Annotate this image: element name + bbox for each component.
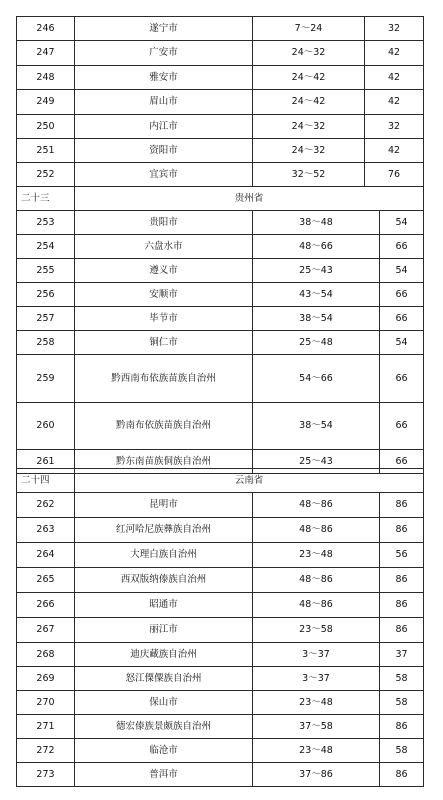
max-value: 32 bbox=[365, 17, 424, 41]
row-number: 264 bbox=[17, 543, 75, 568]
row-number: 272 bbox=[17, 739, 75, 763]
city-name: 毕节市 bbox=[75, 307, 253, 331]
city-name: 雅安市 bbox=[75, 66, 253, 90]
table-row bbox=[17, 307, 424, 331]
max-value: 42 bbox=[365, 66, 424, 90]
row-number: 253 bbox=[17, 211, 75, 235]
max-value: 58 bbox=[380, 739, 424, 763]
city-name: 黔西南布依族苗族自治州 bbox=[75, 355, 253, 403]
range-value: 24～42 bbox=[253, 66, 365, 90]
max-value: 42 bbox=[365, 139, 424, 163]
section-code: 二十四 bbox=[17, 469, 75, 493]
max-value: 86 bbox=[380, 518, 424, 543]
range-value: 23～58 bbox=[253, 618, 380, 643]
max-value: 66 bbox=[380, 307, 424, 331]
city-name: 德宏傣族景颇族自治州 bbox=[75, 715, 253, 739]
city-name: 临沧市 bbox=[75, 739, 253, 763]
range-value: 48～86 bbox=[253, 568, 380, 593]
table-row bbox=[17, 331, 424, 355]
table-row bbox=[17, 618, 424, 643]
city-name: 资阳市 bbox=[75, 139, 253, 163]
row-number: 269 bbox=[17, 667, 75, 691]
city-name: 内江市 bbox=[75, 115, 253, 139]
range-value: 48～86 bbox=[253, 493, 380, 518]
city-name: 眉山市 bbox=[75, 90, 253, 115]
max-value: 54 bbox=[380, 331, 424, 355]
table-section-continued bbox=[16, 16, 424, 187]
city-name: 普洱市 bbox=[75, 763, 253, 787]
city-name: 怒江傈僳族自治州 bbox=[75, 667, 253, 691]
max-value: 54 bbox=[380, 259, 424, 283]
city-name: 丽江市 bbox=[75, 618, 253, 643]
table-row bbox=[17, 235, 424, 259]
table-row bbox=[17, 543, 424, 568]
row-number: 254 bbox=[17, 235, 75, 259]
province-header-row bbox=[17, 469, 424, 493]
table-row bbox=[17, 667, 424, 691]
table-body bbox=[17, 187, 424, 474]
max-value: 86 bbox=[380, 568, 424, 593]
range-value: 54～66 bbox=[253, 355, 380, 403]
max-value: 58 bbox=[380, 691, 424, 715]
city-name: 黔东南苗族侗族自治州 bbox=[75, 450, 253, 474]
max-value: 66 bbox=[380, 450, 424, 474]
row-number: 267 bbox=[17, 618, 75, 643]
range-value: 7～24 bbox=[253, 17, 365, 41]
table-row bbox=[17, 739, 424, 763]
row-number: 258 bbox=[17, 331, 75, 355]
row-number: 249 bbox=[17, 90, 75, 115]
range-value: 24～42 bbox=[253, 90, 365, 115]
table-row bbox=[17, 493, 424, 518]
max-value: 76 bbox=[365, 163, 424, 187]
row-number: 259 bbox=[17, 355, 75, 403]
row-number: 251 bbox=[17, 139, 75, 163]
range-value: 23～48 bbox=[253, 691, 380, 715]
table-row bbox=[17, 17, 424, 41]
table-row bbox=[17, 90, 424, 115]
range-value: 32～52 bbox=[253, 163, 365, 187]
table-row bbox=[17, 691, 424, 715]
table-row bbox=[17, 355, 424, 403]
max-value: 42 bbox=[365, 90, 424, 115]
max-value: 66 bbox=[380, 283, 424, 307]
range-value: 48～86 bbox=[253, 518, 380, 543]
city-name: 保山市 bbox=[75, 691, 253, 715]
max-value: 58 bbox=[380, 667, 424, 691]
max-value: 86 bbox=[380, 715, 424, 739]
range-value: 3～37 bbox=[253, 643, 380, 667]
range-value: 24～32 bbox=[253, 41, 365, 66]
max-value: 42 bbox=[365, 41, 424, 66]
row-number: 247 bbox=[17, 41, 75, 66]
province-header-row bbox=[17, 187, 424, 211]
row-number: 250 bbox=[17, 115, 75, 139]
city-name: 昭通市 bbox=[75, 593, 253, 618]
table-row bbox=[17, 115, 424, 139]
table-section-yunnan bbox=[16, 468, 424, 787]
city-name: 遂宁市 bbox=[75, 17, 253, 41]
table-row bbox=[17, 163, 424, 187]
max-value: 86 bbox=[380, 593, 424, 618]
table-row bbox=[17, 139, 424, 163]
max-value: 54 bbox=[380, 211, 424, 235]
range-value: 38～54 bbox=[253, 403, 380, 450]
row-number: 252 bbox=[17, 163, 75, 187]
range-value: 38～54 bbox=[253, 307, 380, 331]
range-value: 43～54 bbox=[253, 283, 380, 307]
table-row bbox=[17, 66, 424, 90]
row-number: 271 bbox=[17, 715, 75, 739]
row-number: 268 bbox=[17, 643, 75, 667]
row-number: 257 bbox=[17, 307, 75, 331]
row-number: 273 bbox=[17, 763, 75, 787]
city-name: 黔南布依族苗族自治州 bbox=[75, 403, 253, 450]
max-value: 86 bbox=[380, 493, 424, 518]
city-name: 大理白族自治州 bbox=[75, 543, 253, 568]
table-row bbox=[17, 283, 424, 307]
range-value: 48～66 bbox=[253, 235, 380, 259]
max-value: 86 bbox=[380, 618, 424, 643]
table-row bbox=[17, 403, 424, 450]
table-row bbox=[17, 643, 424, 667]
row-number: 262 bbox=[17, 493, 75, 518]
row-number: 261 bbox=[17, 450, 75, 474]
city-name: 铜仁市 bbox=[75, 331, 253, 355]
table-row bbox=[17, 763, 424, 787]
row-number: 256 bbox=[17, 283, 75, 307]
city-name: 六盘水市 bbox=[75, 235, 253, 259]
province-name: 贵州省 bbox=[75, 187, 424, 211]
city-name: 昆明市 bbox=[75, 493, 253, 518]
row-number: 265 bbox=[17, 568, 75, 593]
table-row bbox=[17, 211, 424, 235]
city-name: 红河哈尼族彝族自治州 bbox=[75, 518, 253, 543]
city-name: 安顺市 bbox=[75, 283, 253, 307]
row-number: 270 bbox=[17, 691, 75, 715]
city-name: 遵义市 bbox=[75, 259, 253, 283]
range-value: 24～32 bbox=[253, 115, 365, 139]
row-number: 248 bbox=[17, 66, 75, 90]
max-value: 86 bbox=[380, 763, 424, 787]
city-name: 贵阳市 bbox=[75, 211, 253, 235]
table-row bbox=[17, 568, 424, 593]
row-number: 260 bbox=[17, 403, 75, 450]
range-value: 25～43 bbox=[253, 259, 380, 283]
row-number: 266 bbox=[17, 593, 75, 618]
table-body bbox=[17, 469, 424, 787]
table-body bbox=[17, 17, 424, 187]
range-value: 23～48 bbox=[253, 739, 380, 763]
max-value: 66 bbox=[380, 403, 424, 450]
row-number: 255 bbox=[17, 259, 75, 283]
city-name: 宜宾市 bbox=[75, 163, 253, 187]
max-value: 66 bbox=[380, 355, 424, 403]
city-name: 西双版纳傣族自治州 bbox=[75, 568, 253, 593]
section-code: 二十三 bbox=[17, 187, 75, 211]
range-value: 3～37 bbox=[253, 667, 380, 691]
table-row bbox=[17, 715, 424, 739]
city-name: 广安市 bbox=[75, 41, 253, 66]
city-name: 迪庆藏族自治州 bbox=[75, 643, 253, 667]
range-value: 38～48 bbox=[253, 211, 380, 235]
max-value: 56 bbox=[380, 543, 424, 568]
range-value: 25～43 bbox=[253, 450, 380, 474]
range-value: 48～86 bbox=[253, 593, 380, 618]
range-value: 24～32 bbox=[253, 139, 365, 163]
row-number: 263 bbox=[17, 518, 75, 543]
table-row bbox=[17, 41, 424, 66]
max-value: 32 bbox=[365, 115, 424, 139]
range-value: 23～48 bbox=[253, 543, 380, 568]
table-row bbox=[17, 593, 424, 618]
range-value: 37～58 bbox=[253, 715, 380, 739]
province-name: 云南省 bbox=[75, 469, 424, 493]
row-number: 246 bbox=[17, 17, 75, 41]
max-value: 37 bbox=[380, 643, 424, 667]
range-value: 25～48 bbox=[253, 331, 380, 355]
table-row bbox=[17, 259, 424, 283]
table-section-guizhou bbox=[16, 186, 424, 474]
range-value: 37～86 bbox=[253, 763, 380, 787]
table-row bbox=[17, 518, 424, 543]
max-value: 66 bbox=[380, 235, 424, 259]
